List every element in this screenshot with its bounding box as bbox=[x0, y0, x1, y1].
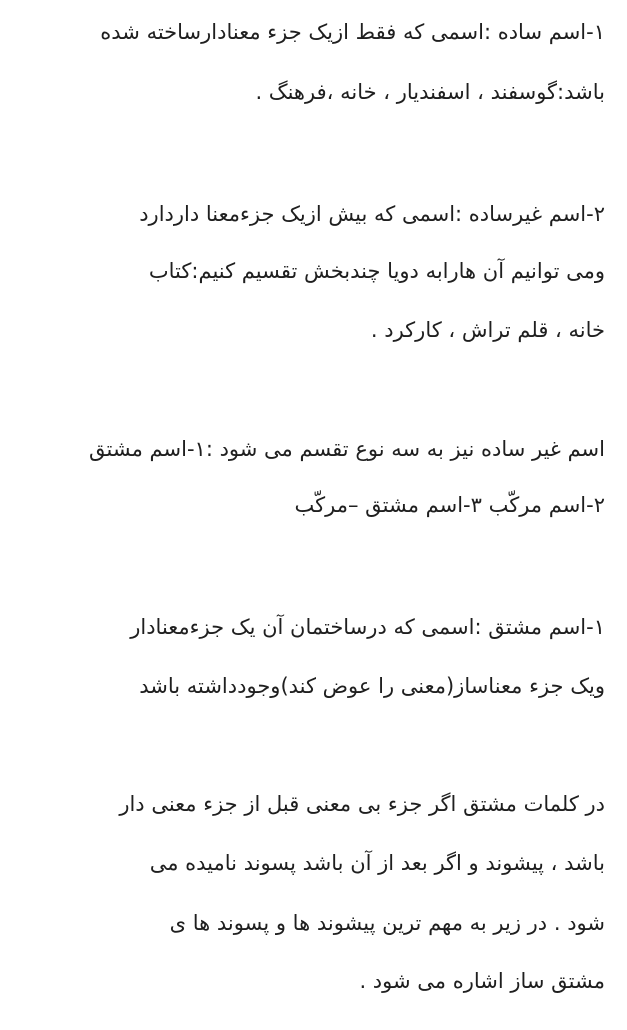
paragraph-3-line-2: ۲-اسم مرکّب ۳-اسم مشتق –مرکّب bbox=[294, 493, 605, 517]
paragraph-2-line-3: خانه ، قلم تراش ، کارکرد . bbox=[370, 318, 605, 342]
paragraph-4-line-2: ویک جزء معناساز(معنی را عوض کند)وجودداشته باشد bbox=[139, 674, 605, 698]
paragraph-5-line-4: مشتق ساز اشاره می شود . bbox=[359, 969, 605, 993]
paragraph-1-line-2: باشد:گوسفند ، اسفندیار ، خانه ،فرهنگ . bbox=[255, 80, 605, 104]
paragraph-4-line-1: ۱-اسم مشتق :اسمی که درساختمان آن یک جزءمعنادار bbox=[130, 615, 605, 639]
paragraph-3-line-1: اسم غیر ساده نیز به سه نوع تقسم می شود :۱-اسم مشتق bbox=[89, 437, 605, 461]
paragraph-5-line-1: در کلمات مشتق اگر جزء بی معنی قبل از جزء معنی دار bbox=[119, 792, 605, 816]
paragraph-5-line-2: باشد ، پیشوند و اگر بعد از آن باشد پسوند نامیده می bbox=[149, 851, 605, 875]
paragraph-5-line-3: شود . در زیر به مهم ترین پیشوند ها و پسوند ها ی bbox=[169, 911, 605, 935]
paragraph-2-line-1: ۲-اسم غیرساده :اسمی که بیش ازیک جزءمعنا داردارد bbox=[139, 202, 605, 226]
paragraph-2-line-2: ومی توانیم آن هارابه دویا چندبخش تقسیم کنیم:کتاب bbox=[148, 259, 605, 283]
paragraph-1-line-1: ۱-اسم ساده :اسمی که فقط ازیک جزء معنادارساخته شده bbox=[100, 20, 605, 44]
